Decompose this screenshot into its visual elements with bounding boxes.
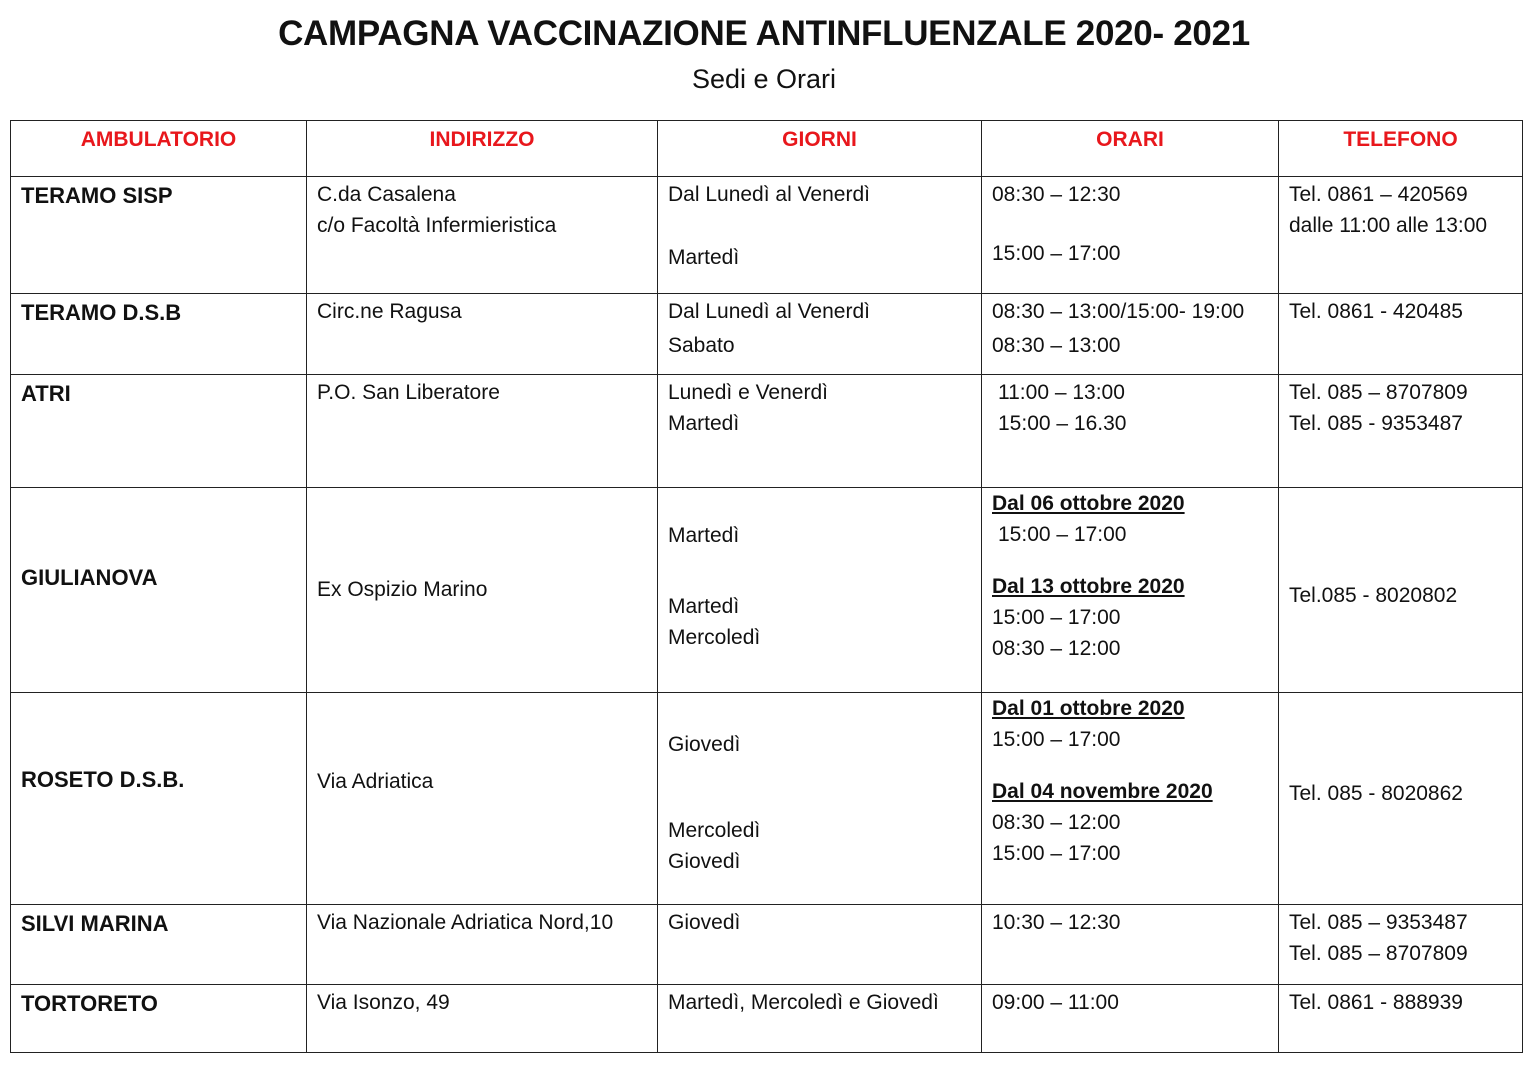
time-line: 08:30 – 12:30 (992, 183, 1121, 206)
cell-telefono (1279, 488, 1523, 693)
address-line: c/o Facoltà Infermieristica (317, 214, 557, 237)
cell-ambulatorio (11, 905, 307, 985)
day-line: Giovedì (668, 911, 741, 934)
ambulatorio-name: ROSETO D.S.B. (21, 767, 185, 792)
cell-orari (982, 294, 1279, 375)
time-line: 15:00 – 17:00 (992, 242, 1121, 265)
time-line: 15:00 – 17:00 (992, 842, 1121, 865)
phone-line: Tel.085 - 8020802 (1289, 583, 1458, 607)
phone-line: Tel. 0861 - 420485 (1289, 300, 1463, 323)
cell-giorni (658, 905, 982, 985)
cell-telefono (1279, 177, 1523, 294)
ambulatorio-name: SILVI MARINA (21, 911, 169, 936)
ambulatorio-name: TORTORETO (21, 991, 158, 1016)
ambulatorio-name: TERAMO SISP (21, 183, 173, 208)
phone-line: Tel. 085 – 8707809 (1289, 381, 1468, 404)
schedule-table (10, 120, 1523, 1053)
day-line: Giovedì (668, 733, 741, 756)
time-line: 10:30 – 12:30 (992, 911, 1121, 934)
cell-ambulatorio (11, 294, 307, 375)
cell-orari (982, 488, 1279, 693)
address-line: Via Nazionale Adriatica Nord,10 (317, 911, 614, 934)
table-row (11, 488, 1523, 693)
cell-telefono (1279, 693, 1523, 905)
time-line: 09:00 – 11:00 (992, 991, 1119, 1014)
day-line: Martedì (668, 246, 740, 269)
cell-giorni (658, 693, 982, 905)
ambulatorio-name: TERAMO D.S.B (21, 300, 182, 325)
day-line: Mercoledì (668, 819, 761, 842)
address-line: Circ.ne Ragusa (317, 300, 462, 323)
page-subtitle: Sedi e Orari (691, 64, 837, 94)
day-line: Mercoledì (668, 626, 761, 649)
cell-ambulatorio (11, 488, 307, 693)
header-orari: ORARI (982, 121, 1279, 177)
cell-indirizzo (307, 177, 658, 294)
cell-orari (982, 375, 1279, 488)
phone-line: Tel. 085 - 9353487 (1289, 412, 1463, 435)
day-line: Giovedì (668, 850, 741, 873)
cell-indirizzo (307, 488, 658, 693)
address-line: Ex Ospizio Marino (317, 577, 488, 601)
cell-giorni (658, 488, 982, 693)
day-line: Martedì (668, 595, 740, 618)
cell-ambulatorio (11, 177, 307, 294)
cell-indirizzo (307, 985, 658, 1053)
header-ambulatorio: AMBULATORIO (11, 121, 307, 177)
date-heading: Dal 04 novembre 2020 (992, 780, 1213, 803)
time-line: 08:30 – 13:00/15:00- 19:00 (992, 300, 1245, 323)
cell-orari (982, 905, 1279, 985)
phone-line: Tel. 0861 - 888939 (1289, 991, 1463, 1014)
date-heading: Dal 13 ottobre 2020 (992, 575, 1185, 598)
cell-giorni (658, 177, 982, 294)
table-row (11, 375, 1523, 488)
cell-orari (982, 177, 1279, 294)
time-line: 11:00 – 13:00 (998, 381, 1125, 404)
day-line: Dal Lunedì al Venerdì (668, 300, 870, 323)
cell-ambulatorio (11, 693, 307, 905)
table-row (11, 177, 1523, 294)
address-line: Via Adriatica (317, 770, 434, 793)
day-line: Martedì, Mercoledì e Giovedì (668, 991, 939, 1014)
cell-ambulatorio (11, 375, 307, 488)
phone-line: Tel. 085 – 9353487 (1289, 911, 1468, 934)
cell-indirizzo (307, 693, 658, 905)
time-line: 15:00 – 16.30 (998, 412, 1127, 435)
header-telefono: TELEFONO (1279, 121, 1523, 177)
header-giorni: GIORNI (658, 121, 982, 177)
cell-orari (982, 985, 1279, 1053)
phone-line: Tel. 0861 – 420569 (1289, 183, 1468, 206)
table-row (11, 905, 1523, 985)
phone-line: Tel. 085 – 8707809 (1289, 942, 1468, 965)
cell-ambulatorio (11, 985, 307, 1053)
time-line: 08:30 – 13:00 (992, 334, 1121, 357)
time-line: 15:00 – 17:00 (992, 728, 1121, 751)
header-indirizzo: INDIRIZZO (307, 121, 658, 177)
page-title: CAMPAGNA VACCINAZIONE ANTINFLUENZALE 2020- 2021 (278, 14, 1250, 53)
day-line: Dal Lunedì al Venerdì (668, 183, 870, 206)
phone-line: Tel. 085 - 8020862 (1289, 782, 1463, 805)
ambulatorio-name: GIULIANOVA (21, 564, 158, 590)
cell-giorni (658, 375, 982, 488)
cell-giorni (658, 294, 982, 375)
table-row (11, 693, 1523, 905)
cell-telefono (1279, 294, 1523, 375)
table-row (11, 294, 1523, 375)
cell-telefono (1279, 375, 1523, 488)
day-line: Martedì (668, 524, 740, 547)
day-line: Lunedì e Venerdì (668, 381, 828, 404)
day-line: Sabato (668, 334, 735, 357)
time-line: 08:30 – 12:00 (992, 637, 1121, 660)
table-row (11, 985, 1523, 1053)
time-line: 08:30 – 12:00 (992, 811, 1121, 834)
cell-indirizzo (307, 294, 658, 375)
cell-telefono (1279, 905, 1523, 985)
date-heading: Dal 06 ottobre 2020 (992, 492, 1185, 515)
address-line: C.da Casalena (317, 183, 456, 206)
time-line: 15:00 – 17:00 (998, 523, 1127, 546)
cell-orari (982, 693, 1279, 905)
header-row (11, 121, 1523, 177)
time-line: 15:00 – 17:00 (992, 606, 1121, 629)
address-line: P.O. San Liberatore (317, 381, 500, 404)
cell-giorni (658, 985, 982, 1053)
date-heading: Dal 01 ottobre 2020 (992, 697, 1185, 720)
cell-indirizzo (307, 905, 658, 985)
cell-telefono (1279, 985, 1523, 1053)
phone-line: dalle 11:00 alle 13:00 (1289, 214, 1488, 237)
address-line: Via Isonzo, 49 (317, 991, 450, 1014)
ambulatorio-name: ATRI (21, 381, 71, 406)
day-line: Martedì (668, 412, 740, 435)
cell-indirizzo (307, 375, 658, 488)
